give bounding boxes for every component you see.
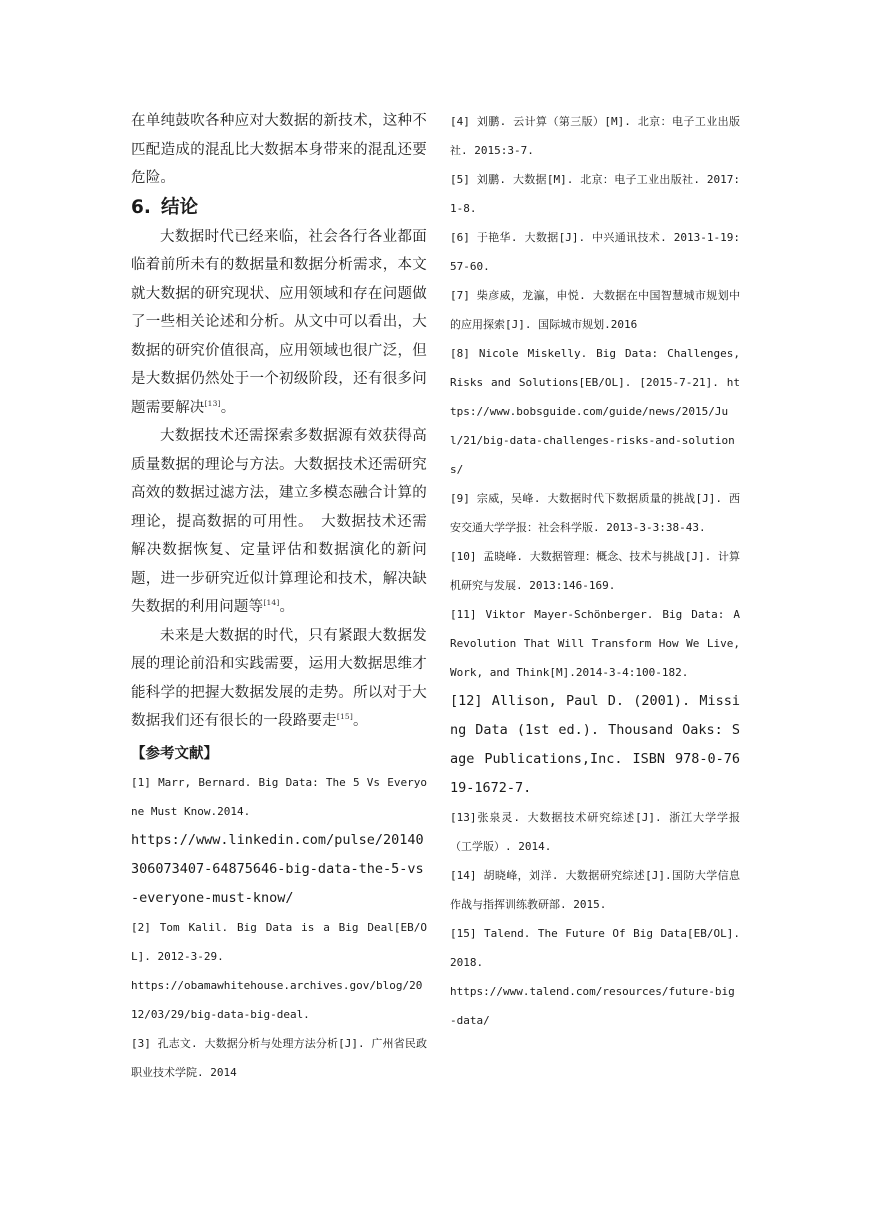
reference-3: [3] 孔志文. 大数据分析与处理方法分析[J]. 广州省民政职业技术学院. 2014 [131, 1036, 427, 1079]
reference-6: [6] 于艳华. 大数据[J]. 中兴通讯技术. 2013-1-19:57-60. [450, 231, 740, 273]
section-number: 6. [131, 196, 151, 218]
period: 。 [220, 399, 236, 416]
reference-9: [9] 宗威，吴峰. 大数据时代下数据质量的挑战[J]. 西安交通大学学报：社会科学版. 2013-3-3:38-43. [450, 492, 740, 534]
reference-12: [12] Allison, Paul D. (2001). Missing Data (1st ed.). Thousand Oaks: Sage Publications,Inc. ISBN 978-0-7619-1672-7. [450, 693, 740, 796]
reference-2: [2] Tom Kalil. Big Data is a Big Deal[EB/OL]. 2012-3-29. [131, 920, 427, 963]
reference-2-url[interactable]: https://obamawhitehouse.archives.gov/blog/2012/03/29/big-data-big-deal. [131, 978, 423, 1021]
reference-7: [7] 柴彦威，龙瀛，申悦. 大数据在中国智慧城市规划中的应用探索[J]. 国际城市规划.2016 [450, 289, 740, 331]
citation-marker: [15] [336, 712, 354, 721]
intro-paragraph: 在单纯鼓吹各种应对大数据的新技术，这种不匹配造成的混乱比大数据本身带来的混乱还要危险。 [131, 113, 427, 186]
conclusion-paragraph-1 [131, 223, 427, 423]
reference-15-url[interactable]: https://www.talend.com/resources/future-big-data/ [450, 985, 735, 1027]
reference-13: [13]张泉灵. 大数据技术研究综述[J]. 浙江大学学报（工学版）. 2014. [450, 811, 740, 853]
reference-8: [8] Nicole Miskelly. Big Data: Challenges, Risks and Solutions[EB/OL]. [2015-7-21]. https://www.bobsguide.com/guide/news/2015/Jul/21/big-data-challenges-risks-and-solutions/ [450, 347, 740, 476]
period: 。 [279, 599, 295, 615]
left-column [131, 107, 427, 1087]
right-column [450, 107, 740, 1035]
citation-marker: [14] [263, 598, 280, 607]
reference-14: [14] 胡晓峰，刘洋. 大数据研究综述[J].国防大学信息作战与指挥训练教研部. 2015. [450, 869, 740, 911]
section-heading [131, 193, 427, 223]
references-heading: 【参考文献】 [131, 745, 218, 762]
paragraph-text: 未来是大数据的时代，只有紧跟大数据发展的理论前沿和实践需要，运用大数据思维才能科学的把握大数据发展的走势。所以对于大数据我们还有很长的一段路要走 [131, 627, 427, 729]
paragraph-text: 大数据时代已经来临，社会各行各业都面临着前所未有的数据量和数据分析需求，本文就大数据的研究现状、应用领域和存在问题做了一些相关论述和分析。从文中可以看出，大数据的研究价值很高，应用领域也很广泛，但是大数据仍然处于一个初级阶段，还有很多问题需要解决 [131, 228, 427, 416]
conclusion-paragraph-3 [131, 622, 427, 736]
conclusion-paragraph-2 [131, 422, 427, 622]
reference-4: [4] 刘鹏. 云计算（第三版）[M]. 北京：电子工业出版社. 2015:3-7. [450, 115, 740, 157]
reference-10: [10] 孟晓峰. 大数据管理：概念、技术与挑战[J]. 计算机研究与发展. 2013:146-169. [450, 550, 740, 592]
paragraph-text: 大数据技术还需探索多数据源有效获得高质量数据的理论与方法。大数据技术还需研究高效的数据过滤方法，建立多模态融合计算的理论，提高数据的可用性。 大数据技术还需解决数据恢复、定量评估和数据演化的新问题，进一步研究近似计算理论和技术，解决缺失数据的利用问题等 [131, 428, 427, 615]
period: 。 [353, 713, 368, 729]
reference-1-url[interactable]: https://www.linkedin.com/pulse/20140306073407-64875646-big-data-the-5-vs-everyone-must-know/ [131, 831, 424, 906]
reference-5: [5] 刘鹏. 大数据[M]. 北京：电子工业出版社. 2017:1-8. [450, 173, 740, 215]
citation-marker: [13] [204, 398, 221, 408]
section-title: 结论 [161, 196, 199, 218]
reference-15: [15] Talend. The Future Of Big Data[EB/OL]. 2018. [450, 927, 740, 969]
reference-11: [11] Viktor Mayer-Schönberger. Big Data: A Revolution That Will Transform How We Live, Work, and Think[M].2014-3-4:100-182. [450, 608, 740, 679]
reference-1: [1] Marr, Bernard. Big Data: The 5 Vs Everyone Must Know.2014. [131, 775, 427, 818]
